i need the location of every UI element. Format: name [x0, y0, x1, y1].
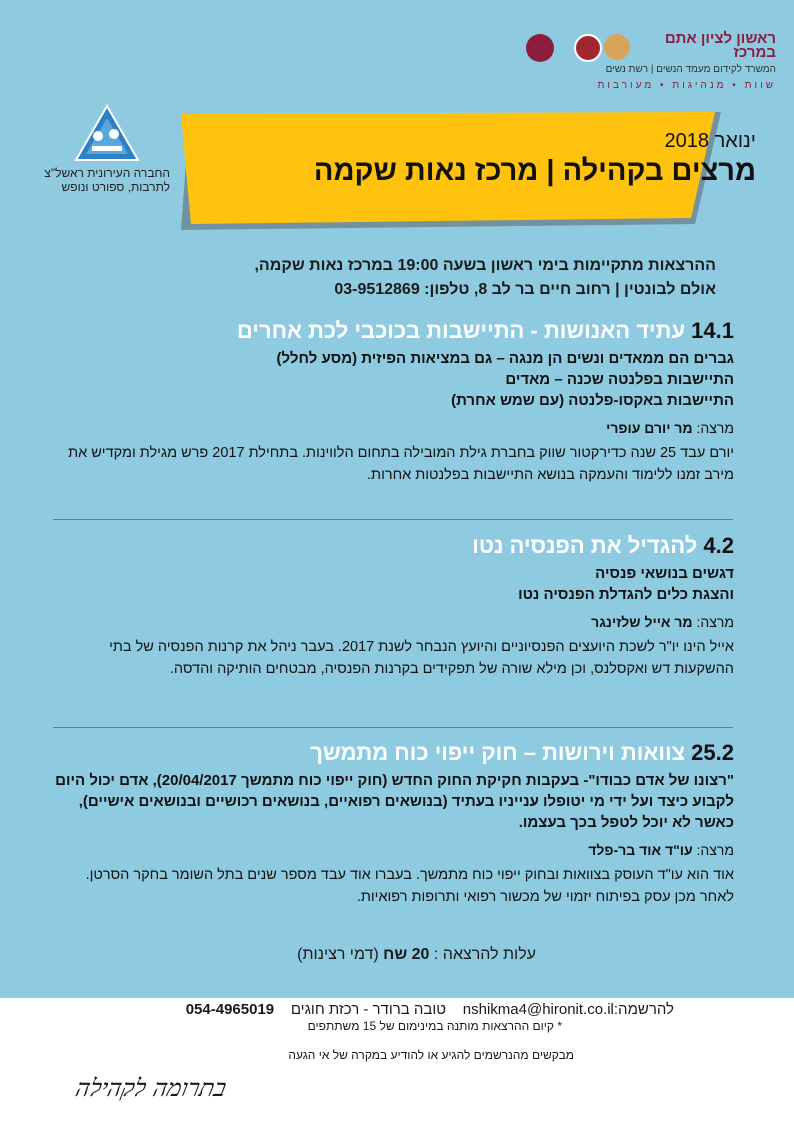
lecture-speaker	[54, 420, 734, 436]
notify-note: מבקשים מהנרשמים להגיע או להודיע במקרה של אי הגעה	[288, 1048, 574, 1062]
lecture-point: גברים הם ממאדים ונשים הן מנגה – גם במציאות הפיזית (מסע לחלל)	[276, 350, 734, 367]
signature-text: בתרומה לקהילה	[73, 1074, 229, 1102]
register-email[interactable]: nshikma4@hironit.co.il	[462, 1001, 614, 1018]
speaker-name: עו"ד אוד בר-פלד	[588, 842, 693, 858]
lecture-title	[54, 318, 734, 344]
section-divider	[53, 727, 733, 728]
banner-date: ינואר 2018	[664, 130, 756, 152]
org-logos	[516, 28, 776, 98]
section-divider	[53, 519, 733, 520]
lecture-speaker	[54, 614, 734, 630]
speaker-name: מר אייל שלזינגר	[591, 614, 693, 630]
minimum-note: * קיום ההרצאות מותנה במינימום של 15 משתתפים	[307, 1019, 562, 1033]
register-contact: טובה ברודר - רכזת חוגים	[290, 1001, 447, 1018]
price-amount: 20 שח	[383, 946, 430, 963]
intro-line2: אולם לבונטין | רחוב חיים בר לב 8, טלפון: 03-9512869	[334, 281, 716, 298]
intro-line1: ההרצאות מתקיימות בימי ראשון בשעה 19:00 במרכז נאות שקמה,	[254, 257, 716, 274]
lecture-title	[54, 533, 734, 559]
price-label: עלות להרצאה :	[433, 946, 536, 963]
lecture-topic: עתיד האנושות - התיישבות בכוכבי לכת אחרים	[236, 318, 686, 343]
lecture-1	[54, 318, 734, 486]
lecture-point: דגשים בנושאי פנסיה	[595, 565, 734, 582]
price-note: (דמי רצינות)	[297, 946, 379, 963]
company-name	[30, 166, 170, 194]
register-phone[interactable]: 054-4965019	[185, 1001, 275, 1018]
lecture-points	[54, 348, 734, 411]
speaker-bio: אוד הוא עו"ד העוסק בצוואות ובחוק ייפוי כוח מתמשך. בעברו אוד עבד מספר שנים בתל השומר בחקר הסרטן. לאחר מכן עסק בפיתוח יזמוי של מכשור רפואי ותרופות רפואיות.	[85, 867, 734, 905]
company-name-line2: לתרבות, ספורט ונופש	[61, 180, 170, 194]
city-logo-text: ראשון לציון אתם במרכז	[664, 30, 776, 61]
lecture-date: 14.1	[691, 318, 734, 343]
lecture-title	[54, 740, 734, 766]
seal-logo-icon	[574, 34, 602, 62]
speaker-label: מרצה:	[696, 420, 734, 436]
lecture-date: 25.2	[691, 740, 734, 765]
registration-line	[186, 1001, 674, 1018]
company-name-line1: החברה העירונית ראשל"צ	[44, 166, 170, 180]
banner-title: מרצים בקהילה | מרכז נאות שקמה	[313, 155, 756, 187]
lecture-point: "רצונו של אדם כבודו"- בעקבות חקיקת החוק החדש (חוק ייפוי כוח מתמשך 20/04/2017), אדם יכול היום לקבוע כיצד ועל ידי מי יטופלו ענייניו בעתיד (בנושאים רפואיים, בנושאים רכושיים ובנושאים אישיים), כאשר לא יוכל לטפל בכך בעצמו.	[55, 772, 734, 831]
lecture-topic: צוואות וירושות – חוק ייפוי כוח מתמשך	[310, 740, 686, 765]
women-network-logo-icon	[526, 34, 554, 62]
speaker-bio: יורם עבד 25 שנה כדירקטור שווק בחברת גילת המובילה בתחום הלווינות. בתחילת 2017 פרש מגילת ומקדיש את מירב זמנו ללימוד והעמקה בנושא התיישבות בפלנטות אחרות.	[68, 445, 734, 483]
intro-text	[96, 254, 716, 302]
lecture-date: 4.2	[703, 533, 734, 558]
lecture-topic: להגדיל את הפנסיה נטו	[472, 533, 698, 558]
lecture-point: והצגת כלים להגדלת הפנסיה נטו	[518, 586, 734, 603]
tree-logo-icon	[604, 34, 630, 60]
company-logo-icon	[74, 104, 140, 162]
speaker-label: מרצה:	[696, 842, 734, 858]
lecture-2	[54, 533, 734, 680]
lecture-3	[54, 740, 734, 908]
price-line	[297, 946, 536, 964]
lecture-point: התיישבות בפלנטה שכנה – מאדים	[505, 371, 734, 388]
speaker-bio: אייל הינו יו"ר לשכת היועצים הפנסיוניים והיועץ הנבחר לשנת 2017. בעבר ניהל את קרנות הפנסיה של בתי ההשקעות דש ואקסלנס, וכן מילא שורה של תפקידים בקרנות הפנסיה, מבטחים הותיקה והדסה.	[109, 639, 734, 677]
lecture-points	[54, 563, 734, 605]
org-subtitle: המשרד לקידום מעמד הנשים | רשת נשים	[605, 64, 776, 75]
lecture-points	[54, 770, 734, 833]
speaker-name: מר יורם עופרי	[606, 420, 693, 436]
lecture-point: התיישבות באקסו-פלנטה (עם שמש אחרת)	[451, 392, 734, 409]
register-label: להרשמה:	[613, 1001, 674, 1018]
speaker-label: מרצה:	[696, 614, 734, 630]
org-tagline: שוות • מנהיגות • מעורבות	[597, 80, 776, 91]
lecture-speaker	[54, 842, 734, 858]
